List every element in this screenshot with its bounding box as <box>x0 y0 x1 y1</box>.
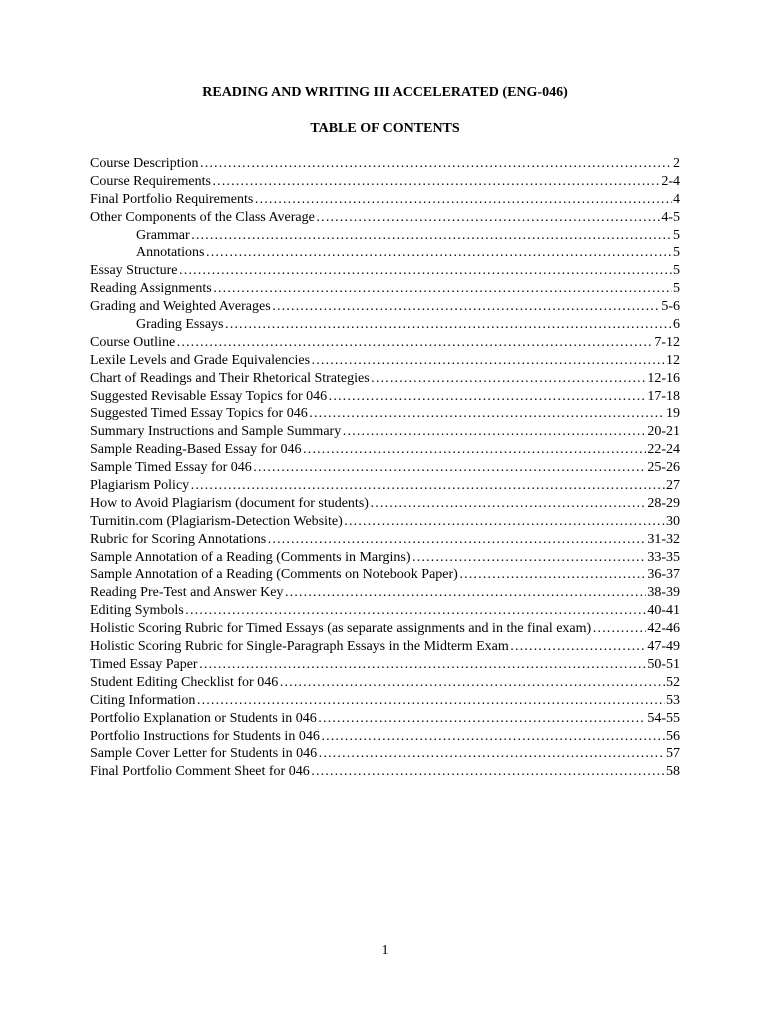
toc-entry-title: Annotations <box>136 245 205 261</box>
toc-entry-title: Course Description <box>90 156 199 171</box>
toc-dot-leader <box>311 352 665 370</box>
toc-entry <box>90 209 680 227</box>
toc-dot-leader <box>253 459 647 477</box>
toc-dot-leader <box>267 531 646 549</box>
toc-entry-title: Editing Symbols <box>90 603 184 619</box>
toc-dot-leader <box>178 262 672 280</box>
toc-entry <box>90 728 680 746</box>
toc-entry <box>90 656 680 674</box>
toc-dot-leader <box>176 334 653 352</box>
toc-entry-page: 40-41 <box>647 603 680 619</box>
toc-dot-leader <box>185 602 647 620</box>
toc-entry-page: 6 <box>673 317 680 333</box>
toc-entry-page: 30 <box>666 513 680 529</box>
toc-entry <box>90 745 680 763</box>
document-title: READING AND WRITING III ACCELERATED (ENG-046) <box>202 85 568 100</box>
toc-entry <box>90 584 680 602</box>
toc-entry <box>90 227 680 245</box>
toc-entry-title: Grading and Weighted Averages <box>90 299 271 315</box>
toc-entry-page: 42-46 <box>647 621 680 637</box>
toc-dot-leader <box>459 566 647 584</box>
toc-entry <box>90 710 680 728</box>
toc-entry <box>90 477 680 495</box>
toc-dot-leader <box>254 191 672 209</box>
toc-entry-page: 31-32 <box>647 531 680 547</box>
toc-dot-leader <box>190 477 665 495</box>
toc-entry-page: 20-21 <box>647 424 680 440</box>
toc-entry-title: Rubric for Scoring Annotations <box>90 531 267 547</box>
toc-entry-title: Holistic Scoring Rubric for Timed Essays (as separate assignments and in the final exam) <box>90 621 592 637</box>
toc-entry-title: Final Portfolio Requirements <box>90 191 254 207</box>
toc-entry <box>90 191 680 209</box>
toc-entry-title: Sample Reading-Based Essay for 046 <box>90 442 302 458</box>
toc-entry-page: 4-5 <box>661 209 680 225</box>
toc-dot-leader <box>279 674 665 692</box>
toc-entry <box>90 352 680 370</box>
toc-entry-title: Chart of Readings and Their Rhetorical Strategies <box>90 370 370 386</box>
toc-dot-leader <box>199 155 672 173</box>
toc-entry-page: 36-37 <box>647 567 680 583</box>
toc-entry <box>90 602 680 620</box>
table-of-contents <box>90 155 680 781</box>
toc-entry <box>90 763 680 781</box>
toc-entry <box>90 423 680 441</box>
toc-entry-page: 2 <box>673 156 680 171</box>
toc-entry-title: Summary Instructions and Sample Summary <box>90 424 342 440</box>
toc-entry <box>90 388 680 406</box>
toc-entry-page: 5 <box>673 263 680 279</box>
toc-dot-leader <box>344 513 665 531</box>
toc-entry-title: Suggested Revisable Essay Topics for 046 <box>90 388 328 404</box>
toc-entry-title: How to Avoid Plagiarism (document for students) <box>90 495 369 511</box>
toc-entry-page: 33-35 <box>647 549 680 565</box>
page-number: 1 <box>381 943 389 958</box>
toc-entry-page: 28-29 <box>647 495 680 511</box>
toc-entry-title: Final Portfolio Comment Sheet for 046 <box>90 764 310 780</box>
toc-entry-title: Student Editing Checklist for 046 <box>90 674 279 690</box>
toc-dot-leader <box>318 745 665 763</box>
toc-dot-leader <box>311 763 665 781</box>
toc-dot-leader <box>316 209 660 227</box>
toc-entry-title: Grammar <box>136 227 190 243</box>
toc-entry <box>90 244 680 262</box>
toc-dot-leader <box>370 495 646 513</box>
toc-entry-title: Sample Cover Letter for Students in 046 <box>90 746 318 762</box>
toc-entry-page: 4 <box>673 191 680 207</box>
toc-dot-leader <box>284 584 646 602</box>
toc-dot-leader <box>225 316 673 334</box>
toc-entry <box>90 531 680 549</box>
toc-dot-leader <box>371 370 647 388</box>
toc-entry-page: 54-55 <box>647 710 680 726</box>
toc-entry <box>90 495 680 513</box>
toc-dot-leader <box>510 638 647 656</box>
toc-entry-page: 12 <box>666 352 680 368</box>
toc-entry-title: Lexile Levels and Grade Equivalencies <box>90 352 311 368</box>
toc-entry-page: 12-16 <box>647 370 680 386</box>
toc-entry <box>90 638 680 656</box>
toc-entry-page: 47-49 <box>647 639 680 655</box>
toc-entry <box>90 370 680 388</box>
toc-entry <box>90 566 680 584</box>
toc-entry-title: Sample Timed Essay for 046 <box>90 460 252 476</box>
toc-entry-title: Sample Annotation of a Reading (Comments on Notebook Paper) <box>90 567 458 583</box>
toc-entry-title: Portfolio Explanation or Students in 046 <box>90 710 317 726</box>
toc-entry-title: Holistic Scoring Rubric for Single-Paragraph Essays in the Midterm Exam <box>90 639 509 655</box>
toc-entry-title: Sample Annotation of a Reading (Comments in Margins) <box>90 549 411 565</box>
toc-entry <box>90 316 680 334</box>
toc-entry-title: Course Outline <box>90 334 176 350</box>
toc-entry-page: 5 <box>673 227 680 243</box>
toc-entry <box>90 173 680 191</box>
toc-entry <box>90 692 680 710</box>
toc-entry-page: 52 <box>666 674 680 690</box>
toc-dot-leader <box>309 405 665 423</box>
toc-entry <box>90 405 680 423</box>
toc-entry <box>90 262 680 280</box>
toc-entry <box>90 459 680 477</box>
toc-entry-page: 38-39 <box>647 585 680 601</box>
toc-dot-leader <box>212 173 660 191</box>
toc-dot-leader <box>272 298 661 316</box>
toc-entry-page: 5 <box>673 281 680 297</box>
toc-dot-leader <box>191 227 672 245</box>
toc-entry-page: 22-24 <box>647 442 680 458</box>
toc-entry <box>90 549 680 567</box>
toc-entry-page: 57 <box>666 746 680 762</box>
toc-dot-leader <box>303 441 647 459</box>
toc-entry <box>90 280 680 298</box>
toc-heading: TABLE OF CONTENTS <box>310 121 460 136</box>
toc-entry-page: 17-18 <box>647 388 680 404</box>
toc-entry <box>90 155 680 173</box>
toc-entry-page: 7-12 <box>654 334 680 350</box>
toc-entry <box>90 334 680 352</box>
toc-entry-page: 56 <box>666 728 680 744</box>
toc-dot-leader <box>412 549 647 567</box>
toc-entry-page: 5-6 <box>661 299 680 315</box>
toc-entry-page: 2-4 <box>661 173 680 189</box>
toc-entry-page: 25-26 <box>647 460 680 476</box>
toc-entry-title: Reading Pre-Test and Answer Key <box>90 585 284 601</box>
toc-entry-title: Reading Assignments <box>90 281 212 297</box>
toc-entry-page: 27 <box>666 478 680 494</box>
toc-entry-page: 19 <box>666 406 680 422</box>
toc-entry-page: 58 <box>666 764 680 780</box>
toc-dot-leader <box>321 728 665 746</box>
toc-entry-page: 50-51 <box>647 656 680 672</box>
toc-dot-leader <box>318 710 647 728</box>
toc-entry-title: Suggested Timed Essay Topics for 046 <box>90 406 308 422</box>
toc-entry-title: Course Requirements <box>90 173 211 189</box>
toc-entry <box>90 513 680 531</box>
toc-entry-title: Citing Information <box>90 692 196 708</box>
toc-entry-title: Timed Essay Paper <box>90 656 198 672</box>
toc-dot-leader <box>205 244 672 262</box>
toc-entry-title: Plagiarism Policy <box>90 478 190 494</box>
toc-entry-title: Other Components of the Class Average <box>90 209 315 225</box>
toc-entry-title: Turnitin.com (Plagiarism-Detection Website) <box>90 513 343 529</box>
toc-dot-leader <box>342 423 646 441</box>
toc-entry <box>90 441 680 459</box>
toc-entry-page: 53 <box>666 692 680 708</box>
toc-dot-leader <box>213 280 672 298</box>
toc-dot-leader <box>199 656 647 674</box>
toc-entry <box>90 620 680 638</box>
toc-entry-title: Portfolio Instructions for Students in 046 <box>90 728 320 744</box>
toc-entry <box>90 674 680 692</box>
toc-dot-leader <box>328 388 646 406</box>
toc-entry <box>90 298 680 316</box>
toc-dot-leader <box>592 620 646 638</box>
toc-entry-page: 5 <box>673 245 680 261</box>
toc-entry-title: Grading Essays <box>136 317 224 333</box>
toc-dot-leader <box>196 692 665 710</box>
toc-entry-title: Essay Structure <box>90 263 178 279</box>
